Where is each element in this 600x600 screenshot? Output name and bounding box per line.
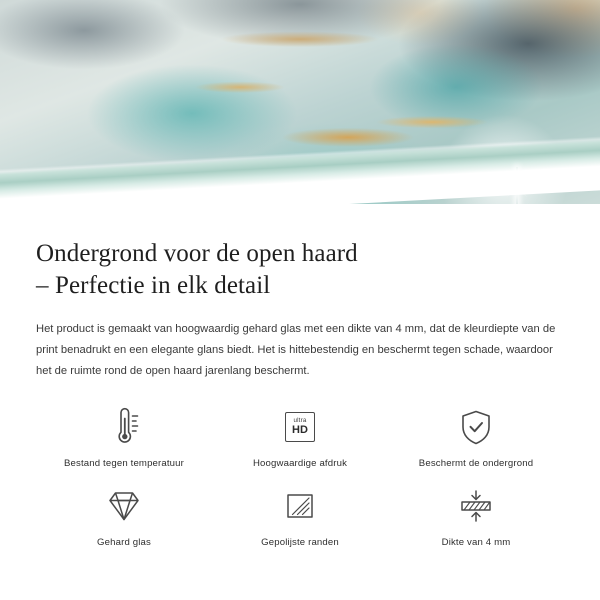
polished-edges-icon — [283, 483, 317, 529]
product-description-section — [0, 218, 600, 548]
feature-label: Gehard glas — [97, 537, 151, 549]
shield-check-icon — [458, 404, 494, 450]
page-title — [36, 238, 564, 302]
feature-label: Hoogwaardige afdruk — [252, 458, 348, 470]
page-title-line-1: Ondergrond voor de open haard — [36, 240, 358, 267]
feature-label: Beschermt de ondergrond — [418, 458, 534, 470]
thickness-4mm-icon — [456, 483, 496, 529]
hero-base-fade — [0, 204, 600, 218]
feature-item-print-quality — [212, 404, 388, 469]
feature-item-tempered-glass — [36, 483, 212, 548]
page-title-line-2: – Perfectie in elk detail — [36, 272, 271, 299]
ultra-hd-icon — [285, 404, 315, 450]
feature-item-surface-protection — [388, 404, 564, 469]
feature-item-thickness — [388, 483, 564, 548]
hero-image — [0, 0, 600, 218]
thermometer-icon — [104, 404, 144, 450]
feature-grid — [36, 404, 564, 548]
product-description-text: Het product is gemaakt van hoogwaardig gehard glas met een dikte van 4 mm, dat de kleurdiepte van de print benadrukt en een elegante glans biedt. Het is hittebestendig en beschermt tegen schade, waardoor het de ruimte rond de open haard jarenlang beschermt. — [36, 323, 556, 378]
feature-label: Gepolijste randen — [261, 537, 339, 549]
feature-item-temperature — [36, 404, 212, 469]
feature-label: Dikte van 4 mm — [441, 537, 511, 549]
ultra-hd-badge-top: ultra — [293, 417, 307, 425]
ultra-hd-badge-bottom: HD — [292, 424, 308, 437]
diamond-icon — [103, 483, 145, 529]
feature-item-polished-edges — [212, 483, 388, 548]
feature-label: Bestand tegen temperatuur — [63, 458, 185, 470]
